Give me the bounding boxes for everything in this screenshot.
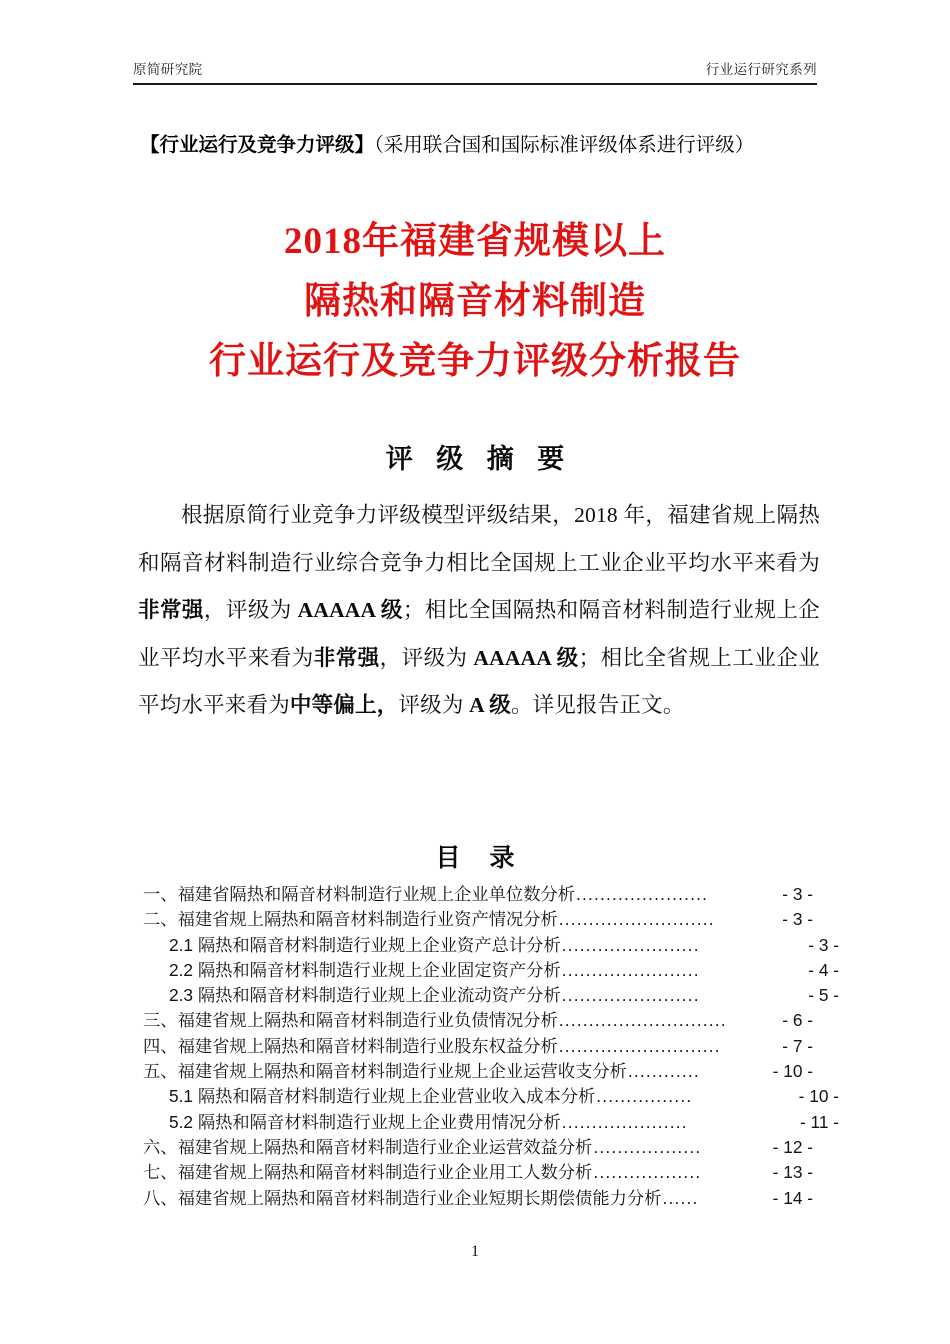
toc-entry-page: - 10 - [798, 1086, 839, 1107]
toc-entry-page: - 10 - [772, 1061, 813, 1082]
summary-emphasis-2: AAAAA 级 [297, 598, 403, 623]
toc-entry-page: - 5 - [808, 985, 839, 1006]
toc-entry-page: - 3 - [808, 934, 839, 955]
toc-entry-label: 二、福建省规上隔热和隔音材料制造行业资产情况分析 [143, 909, 558, 930]
toc-entry-page: - 3 - [782, 884, 813, 904]
toc-entry-label: 八、福建省规上隔热和隔音材料制造行业企业短期长期偿债能力分析 [143, 1187, 662, 1208]
toc-entry[interactable] [143, 1034, 813, 1059]
summary-heading: 评 级 摘 要 [385, 444, 573, 474]
toc-entry-leader: ....................... [561, 959, 700, 980]
toc-entry[interactable] [143, 1059, 813, 1084]
summary-seg-2: ，评级为 [203, 598, 298, 623]
toc-entry-leader: .................. [593, 1162, 702, 1183]
toc-entry-label: 七、福建省规上隔热和隔音材料制造行业企业用工人数分析 [143, 1162, 593, 1183]
summary-seg-1: 根据原简行业竞争力评级模型评级结果，2018 年，福建省规上隔热和隔音材料制造行业综合竞争力相比全国规上工业企业平均水平来看为 [138, 503, 820, 575]
table-of-contents [143, 882, 839, 1211]
summary-seg-5: ；相比全省规上工业企业平均水平来看为 [138, 645, 820, 718]
summary-emphasis-6: A 级 [469, 693, 511, 718]
toc-entry-leader: ....................... [561, 985, 700, 1006]
toc-entry-page: - 13 - [772, 1162, 813, 1183]
toc-entry[interactable] [143, 1110, 839, 1135]
toc-entry-leader: ............................ [558, 1010, 727, 1031]
summary-seg-4: ，评级为 [379, 645, 474, 670]
toc-entry-label: 五、福建省规上隔热和隔音材料制造行业规上企业运营收支分析 [143, 1061, 627, 1082]
toc-entry-label: 2.2 隔热和隔音材料制造行业规上企业固定资产分析 [169, 959, 561, 980]
toc-entry-page: - 12 - [772, 1136, 813, 1157]
header-series: 行业运行研究系列 [705, 62, 817, 77]
toc-entry[interactable] [143, 1135, 813, 1160]
toc-entry-leader: ...................... [576, 884, 709, 904]
toc-entry-leader: ...... [662, 1187, 699, 1208]
toc-entry-label: 四、福建省规上隔热和隔音材料制造行业股东权益分析 [143, 1035, 558, 1056]
report-title-line-1: 2018年福建省规模以上 [284, 221, 666, 262]
footer-page-number: 1 [471, 1243, 479, 1260]
running-header [133, 62, 817, 85]
toc-entry-leader: .................. [593, 1136, 702, 1157]
toc-entry[interactable] [143, 1160, 813, 1185]
toc-entry-label: 三、福建省规上隔热和隔音材料制造行业负债情况分析 [143, 1010, 558, 1031]
toc-entry-label: 5.1 隔热和隔音材料制造行业规上企业营业收入成本分析 [169, 1086, 596, 1107]
summary-emphasis-3: 非常强 [313, 645, 380, 670]
toc-entry-page: - 6 - [782, 1010, 813, 1031]
summary-seg-7: 。详见报告正文。 [510, 693, 685, 718]
rating-banner-bracket: 【行业运行及竞争力评级】 [140, 135, 375, 156]
toc-entry[interactable] [143, 1084, 839, 1109]
rating-banner-paren: （采用联合国和国际标准评级体系进行评级） [374, 135, 755, 156]
toc-entry-leader: ....................... [561, 934, 700, 955]
toc-entry[interactable] [143, 983, 839, 1008]
toc-entry[interactable] [143, 1008, 813, 1033]
toc-entry-label: 5.2 隔热和隔音材料制造行业规上企业费用情况分析 [169, 1111, 561, 1132]
summary-emphasis-4: AAAAA 级 [473, 645, 579, 670]
toc-entry[interactable] [143, 882, 813, 907]
toc-entry-label: 2.1 隔热和隔音材料制造行业规上企业资产总计分析 [169, 934, 561, 955]
toc-entry-label: 2.3 隔热和隔音材料制造行业规上企业流动资产分析 [169, 985, 561, 1006]
header-publisher: 原简研究院 [133, 62, 203, 77]
toc-entry[interactable] [143, 907, 813, 932]
toc-heading: 目 录 [435, 844, 526, 872]
toc-entry-leader: ..................... [561, 1111, 688, 1132]
report-title [0, 212, 950, 392]
toc-entry-page: - 14 - [772, 1187, 813, 1208]
toc-entry-page: - 11 - [799, 1111, 839, 1132]
toc-entry-leader: .......................... [558, 909, 715, 930]
toc-entry-label: 六、福建省规上隔热和隔音材料制造行业企业运营效益分析 [143, 1136, 593, 1157]
toc-entry-page: - 3 - [782, 909, 813, 930]
toc-entry-leader: ........................... [558, 1035, 721, 1056]
summary-emphasis-1: 非常强 [138, 598, 204, 623]
summary-paragraph [138, 492, 820, 730]
summary-seg-6: 评级为 [398, 693, 470, 718]
toc-entry-leader: ............ [627, 1061, 700, 1082]
summary-emphasis-5: 中等偏上， [289, 693, 399, 718]
report-title-line-3: 行业运行及竞争力评级分析报告 [209, 340, 741, 382]
summary-seg-3: ；相比全国隔热和隔音材料制造行业规上企业平均水平来看为 [138, 598, 820, 670]
toc-entry-label: 一、福建省隔热和隔音材料制造行业规上企业单位数分析 [143, 884, 576, 904]
toc-entry-page: - 4 - [808, 959, 839, 980]
toc-entry-page: - 7 - [782, 1035, 813, 1056]
toc-entry[interactable] [143, 958, 839, 983]
report-title-line-2: 隔热和隔音材料制造 [304, 280, 646, 322]
toc-entry[interactable] [143, 933, 839, 958]
rating-banner [140, 133, 830, 159]
toc-entry-leader: ................ [596, 1086, 693, 1107]
toc-entry[interactable] [143, 1186, 813, 1211]
